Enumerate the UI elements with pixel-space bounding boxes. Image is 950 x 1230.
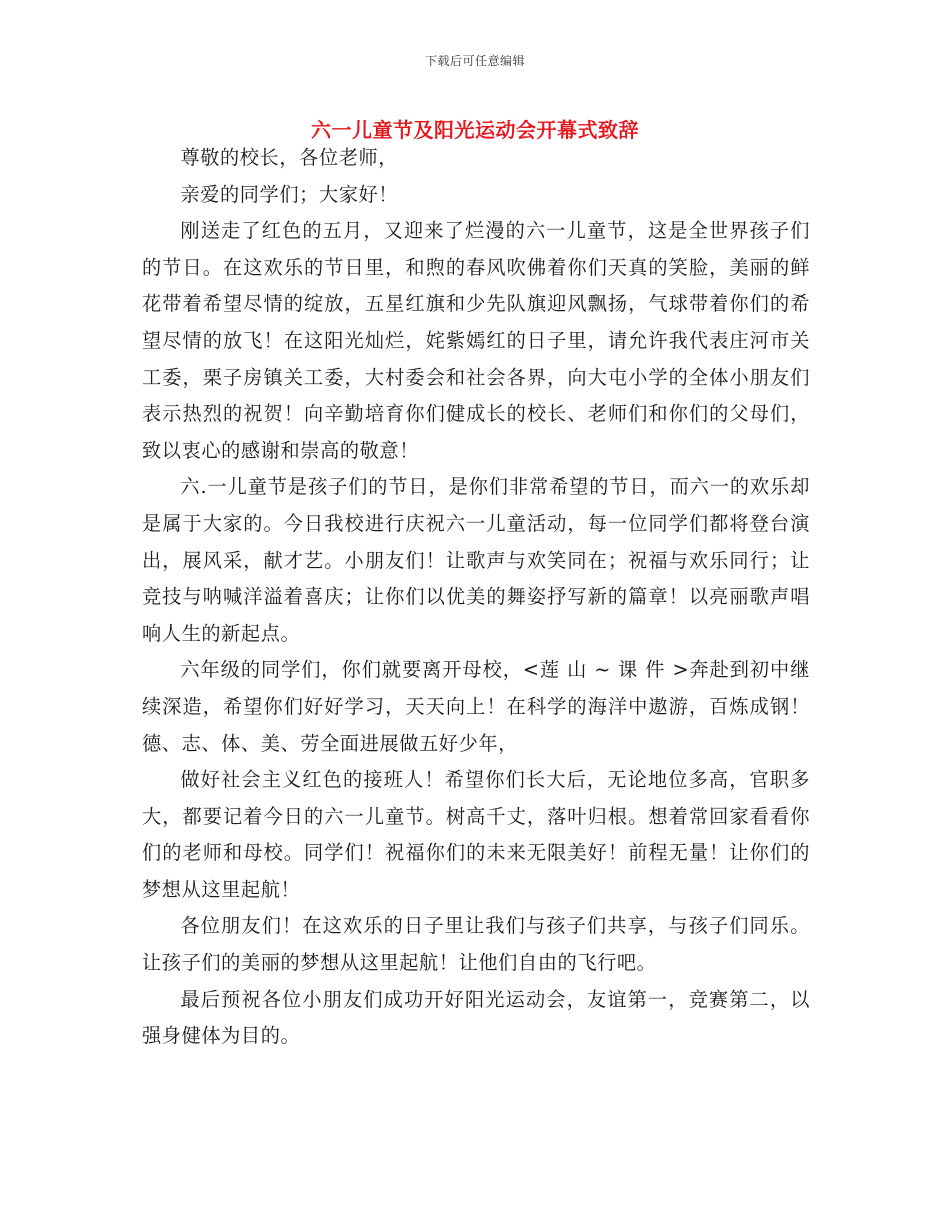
greeting-paragraph: 亲爱的同学们；大家好！ (180, 182, 399, 206)
closing-paragraph: 最后预祝各位小朋友们成功开好阳光运动会，友谊第一，竞赛第二，以强身健体为目的。 (142, 987, 810, 1048)
body-paragraph: 刚送走了红色的五月，又迎来了烂漫的六一儿童节，这是全世界孩子们的节日。在这欢乐的节日里，和煦的春风吹佛着你们天真的笑脸，美丽的鲜花带着希望尽情的绽放，五星红旗和少先队旗迎风飘扬，气球带着你们的希望尽情的放飞！在这阳光灿烂，姹紫嫣红的日子里，请允许我代表庄河市关工委，栗子房镇关工委，大村委会和社会各界，向大屯小学的全体小朋友们表示热烈的祝贺！向辛勤培育你们健成长的校长、老师们和你们的父母们，致以衷心的感谢和崇高的敬意！ (142, 219, 810, 462)
body-paragraph: 六.一儿童节是孩子们的节日，是你们非常希望的节日，而六一的欢乐却是属于大家的。今日我校进行庆祝六一儿童活动，每一位同学们都将登台演出，展风采，献才艺。小朋友们！让歌声与欢笑同在；祝福与欢乐同行；让竞技与呐喊洋溢着喜庆；让你们以优美的舞姿抒写新的篇章！以亮丽歌声唱响人生的新起点。 (142, 475, 810, 645)
salutation-paragraph: 尊敬的校长，各位老师， (180, 146, 399, 169)
document-body (142, 140, 810, 1055)
body-paragraph: 各位朋友们！在这欢乐的日子里让我们与孩子们共享，与孩子们同乐。让孩子们的美丽的梦想从这里起航！让他们自由的飞行吧。 (142, 914, 810, 975)
document-title: 六一儿童节及阳光运动会开幕式致辞 (311, 118, 639, 142)
page-header: 下载后可任意编辑 (424, 54, 525, 68)
body-paragraph: 做好社会主义红色的接班人！希望你们长大后，无论地位多高，官职多大，都要记着今日的六一儿童节。树高千丈，落叶归根。想着常回家看看你们的老师和母校。同学们！祝福你们的未来无限美好！前程无量！让你们的梦想从这里起航！ (142, 768, 810, 901)
body-paragraph: 六年级的同学们，你们就要离开母校，<莲 山 ~ 课 件 >奔赴到初中继续深造，希望你们好好学习，天天向上！在科学的海洋中遨游，百炼成钢！德、志、体、美、劳全面进展做五好少年， (142, 658, 810, 755)
